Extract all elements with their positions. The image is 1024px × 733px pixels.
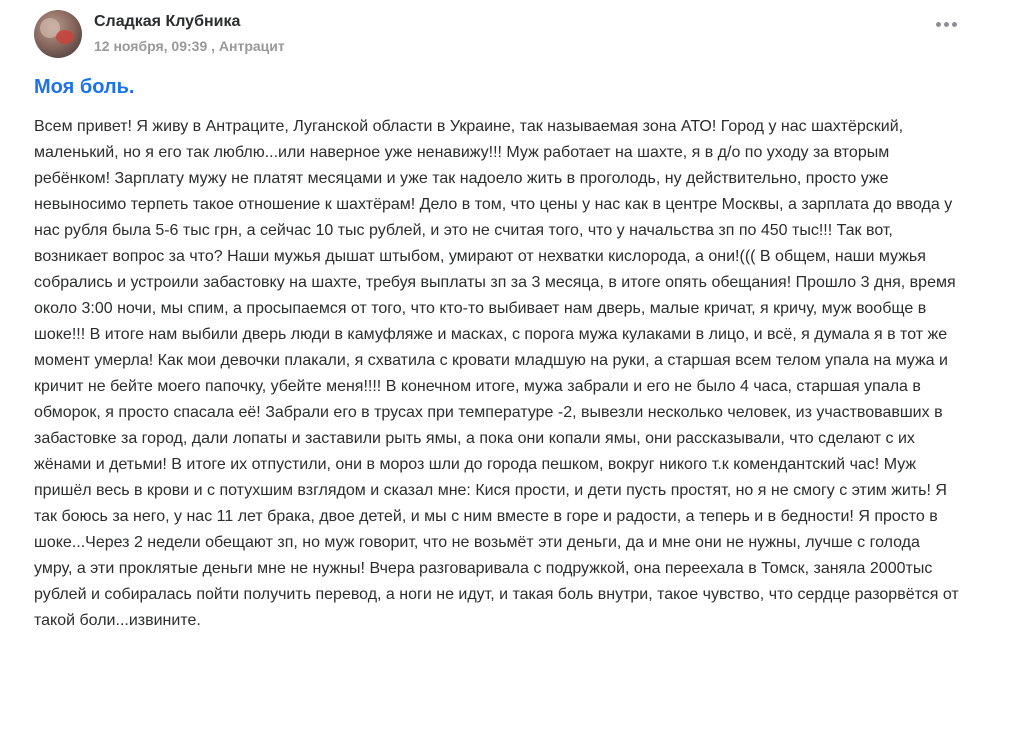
author-name[interactable]: Сладкая Клубника [94, 13, 241, 30]
post-meta: 12 ноября, 09:39 , Антрацит [94, 38, 285, 54]
more-dot [936, 22, 941, 27]
post-title: Моя боль. [34, 76, 135, 98]
more-dot [944, 22, 949, 27]
post-text: Всем привет! Я живу в Антраците, Луганской области в Украине, так называемая зона АТО! Город у нас шахтёрский, маленький, но я его так люблю...или наверное уже ненавижу!!! Муж работает на шахте, я в д/о по уходу за вторым ребёнком! Зарплату мужу не платят месяцами и уже так надоело жить в проголодь, ну действительно, просто уже невыносимо терпеть такое отношение к шахтёрам! Дело в том, что цены у нас как в центре Москвы, а зарплата до ввода у нас рубля была 5-6 тыс грн, а сейчас 10 тыс рублей, и это не считая того, что у начальства зп по 450 тыс!!! Так вот, возникает вопрос за что? Наши мужья дышат штыбом, умирают от нехватки кислорода, а они!((( В общем, наши мужья собрались и устроили забастовку на шахте, требуя выплаты зп за 3 месяца, в итоге опять обещания! Прошло 3 дня, время около 3:00 ночи, мы спим, а просыпаемся от того, что кто-то выбивает нам дверь, малые кричат, я кричу, муж вообще в шоке!!! В итоге нам выбили дверь люди в камуфляже и масках, с порога мужа кулаками в лицо, и всё, я думала я в тот же момент умерла! Как мои девочки плакали, я схватила с кровати младшую на руки, а старшая всем телом упала на мужа и кричит не бейте моего папочку, убейте меня!!!! В конечном итоге, мужа забрали и его не было 4 часа, старшая упала в обморок, я просто спасала её! Забрали его в трусах при температуре -2, вывезли несколько человек, из участвовавших в забастовке за город, дали лопаты и заставили рыть ямы, а пока они копали ямы, они рассказывали, что сделают с их жёнами и детьми! В итоге их отпустили, они в мороз шли до города пешком, вокруг никого т.к комендантский час! Муж пришёл весь в крови и с потухшим взглядом и сказал мне: Кися прости, и дети пусть простят, но я не смогу с этим жить! Я так боюсь за него, у нас 11 лет брака, двое детей, и мы с ним вместе в горе и радости, а теперь и в бедности! Я просто в шоке...Через 2 недели обещают зп, но муж говорит, что не возьмёт эти деньги, да и мне они не нужны, лучше с голода умру, а эти проклятые деньги мне не нужны! Вчера разговаривала с подружкой, она переехала в Томск, заняла 2000тыс рублей и собиралась пойти получить перевод, а ноги не идут, и такая боль внутри, такое чувство, что сердце разорвётся от такой боли...извините. [34, 118, 959, 629]
more-horizontal-icon[interactable] [934, 20, 960, 30]
avatar-photo-detail [56, 30, 74, 44]
more-dot [952, 22, 957, 27]
post-header [34, 10, 994, 60]
avatar[interactable] [34, 10, 82, 58]
post-body [34, 114, 960, 634]
